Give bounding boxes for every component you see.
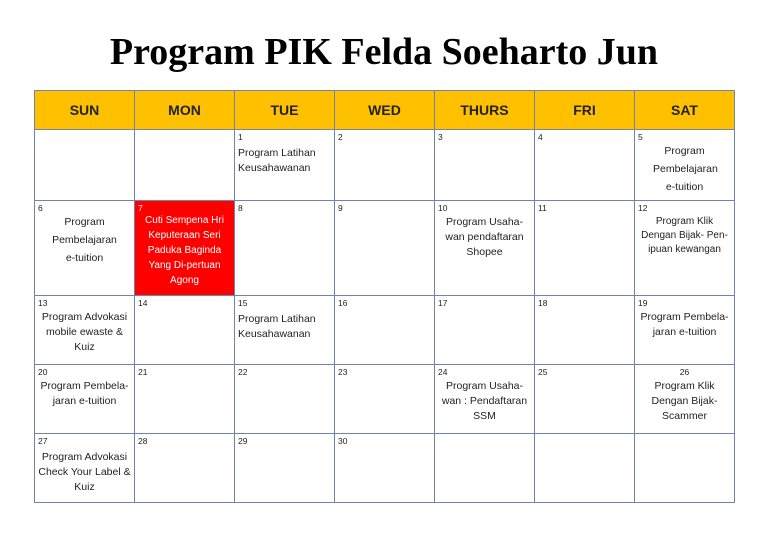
weekday-header-row bbox=[35, 91, 735, 130]
day-cell-30 bbox=[335, 434, 435, 503]
weekday-fri: FRI bbox=[535, 91, 635, 130]
event-text: Program Klik Dengan Bijak- Scammer bbox=[651, 380, 718, 422]
day-number: 20 bbox=[38, 367, 48, 377]
day-number: 10 bbox=[438, 203, 448, 213]
day-cell-24 bbox=[435, 365, 535, 434]
day-number: 2 bbox=[338, 132, 343, 142]
day-number: 11 bbox=[538, 203, 547, 213]
empty-cell bbox=[535, 434, 635, 503]
day-number: 3 bbox=[438, 132, 443, 142]
empty-cell bbox=[635, 434, 735, 503]
day-cell-9 bbox=[335, 201, 435, 296]
day-number: 13 bbox=[38, 298, 48, 308]
day-number: 9 bbox=[338, 203, 343, 213]
day-number: 16 bbox=[338, 298, 348, 308]
day-number: 12 bbox=[638, 203, 648, 213]
day-cell-20 bbox=[35, 365, 135, 434]
event-text: Program Klik Dengan Bijak- Pen-ipuan kewangan bbox=[641, 216, 728, 255]
day-number: 5 bbox=[638, 132, 643, 142]
empty-cell bbox=[435, 434, 535, 503]
weekday-mon: MON bbox=[135, 91, 235, 130]
week-row-4 bbox=[35, 365, 735, 434]
day-number: 26 bbox=[679, 367, 690, 377]
event-text: Program Pembela-jaran e-tuition bbox=[40, 380, 129, 407]
event-text: Program Advokasi mobile ewaste & Kuiz bbox=[41, 311, 128, 353]
day-cell-27 bbox=[35, 434, 135, 503]
day-number: 19 bbox=[638, 298, 648, 308]
event-text: Program Pembelajaran e-tuition bbox=[52, 216, 117, 264]
day-cell-3 bbox=[435, 130, 535, 201]
weekday-sun: SUN bbox=[35, 91, 135, 130]
day-number: 6 bbox=[38, 203, 43, 213]
calendar-grid bbox=[34, 90, 735, 503]
day-cell-13 bbox=[35, 296, 135, 365]
weekday-wed: WED bbox=[335, 91, 435, 130]
week-row-2 bbox=[35, 201, 735, 296]
day-cell-12 bbox=[635, 201, 735, 296]
day-number: 1 bbox=[238, 132, 243, 142]
day-number: 21 bbox=[138, 367, 148, 377]
day-number: 22 bbox=[238, 367, 248, 377]
day-cell-18 bbox=[535, 296, 635, 365]
day-cell-25 bbox=[535, 365, 635, 434]
day-cell-5 bbox=[635, 130, 735, 201]
day-cell-1 bbox=[235, 130, 335, 201]
day-cell-15 bbox=[235, 296, 335, 365]
day-cell-21 bbox=[135, 365, 235, 434]
day-cell-2 bbox=[335, 130, 435, 201]
holiday-text: Cuti Sempena Hri Keputeraan Seri Paduka Baginda Yang Di-pertuan Agong bbox=[145, 215, 224, 286]
event-text: Program Advokasi Check Your Label & Kuiz bbox=[38, 451, 131, 493]
week-row-1 bbox=[35, 130, 735, 201]
week-row-3 bbox=[35, 296, 735, 365]
day-number: 17 bbox=[438, 298, 448, 308]
day-cell-26 bbox=[635, 365, 735, 434]
day-number: 24 bbox=[438, 367, 448, 377]
day-number: 27 bbox=[38, 436, 48, 446]
week-row-5 bbox=[35, 434, 735, 503]
day-cell-29 bbox=[235, 434, 335, 503]
weekday-sat: SAT bbox=[635, 91, 735, 130]
day-cell-10 bbox=[435, 201, 535, 296]
day-cell-8 bbox=[235, 201, 335, 296]
day-number: 7 bbox=[138, 203, 143, 213]
event-text: Program Usaha-wan pendaftaran Shopee bbox=[445, 216, 524, 258]
event-text: Program Pembelajaran e-tuition bbox=[653, 145, 718, 193]
day-cell-4 bbox=[535, 130, 635, 201]
day-cell-22 bbox=[235, 365, 335, 434]
day-number: 18 bbox=[538, 298, 548, 308]
day-number: 29 bbox=[238, 436, 248, 446]
day-cell-17 bbox=[435, 296, 535, 365]
day-cell-11 bbox=[535, 201, 635, 296]
event-text: Program Latihan Keusahawanan bbox=[238, 313, 316, 340]
day-number: 14 bbox=[138, 298, 148, 308]
day-number: 23 bbox=[338, 367, 348, 377]
weekday-thurs: THURS bbox=[435, 91, 535, 130]
day-cell-14 bbox=[135, 296, 235, 365]
day-number: 28 bbox=[138, 436, 148, 446]
day-cell-28 bbox=[135, 434, 235, 503]
day-number: 30 bbox=[338, 436, 348, 446]
day-cell-19 bbox=[635, 296, 735, 365]
day-number: 4 bbox=[538, 132, 543, 142]
day-number: 25 bbox=[538, 367, 548, 377]
event-text: Program Pembela-jaran e-tuition bbox=[640, 311, 729, 338]
empty-cell bbox=[135, 130, 235, 201]
event-text: Program Usaha-wan : Pendaftaran SSM bbox=[441, 380, 528, 422]
day-cell-23 bbox=[335, 365, 435, 434]
day-cell-16 bbox=[335, 296, 435, 365]
day-cell-6 bbox=[35, 201, 135, 296]
event-text: Program Latihan Keusahawanan bbox=[238, 147, 316, 174]
day-number: 8 bbox=[238, 203, 243, 213]
day-cell-7-holiday bbox=[135, 201, 235, 296]
weekday-tue: TUE bbox=[235, 91, 335, 130]
page-title: Program PIK Felda Soeharto Jun bbox=[109, 31, 659, 73]
empty-cell bbox=[35, 130, 135, 201]
day-number: 15 bbox=[238, 298, 248, 308]
